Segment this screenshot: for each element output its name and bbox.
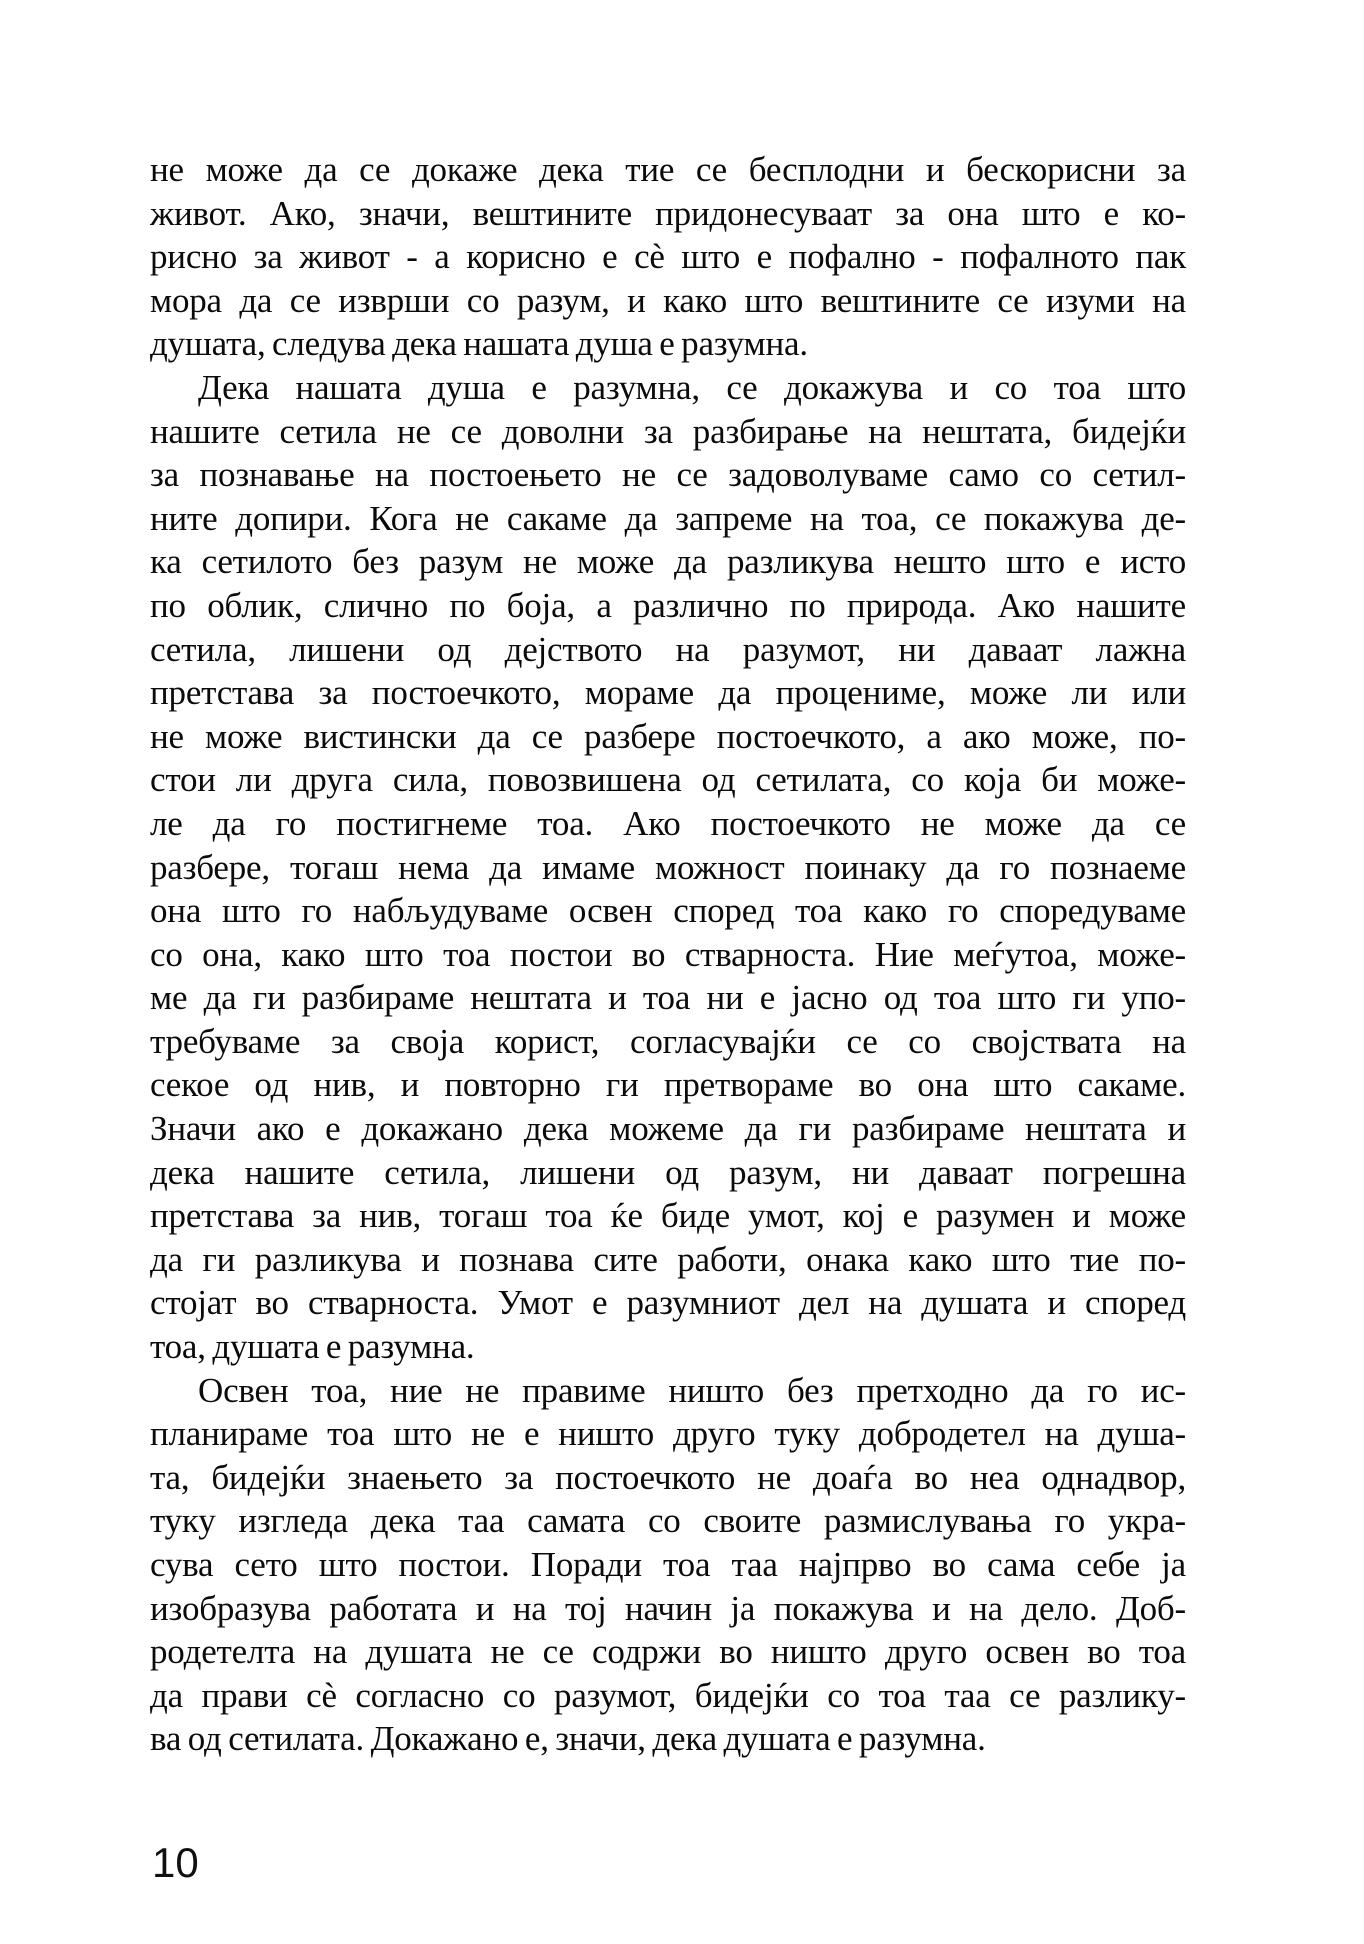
text-line: со она, како што тоа постои во стварноста. Ние меѓутоа, може- [150,934,1186,974]
text-line: ме да ги разбираме нештата и тоа ни е јасно од тоа што ги упо- [150,978,1186,1018]
text-line: та, бидејќи знаењето за постоечкото не доаѓа во неа однадвор, [150,1457,1186,1497]
text-line: сетила, лишени од дејството на разумот, ни даваат лажна [150,629,1186,669]
paragraph [150,366,1186,1369]
text-line: туку изгледа дека таа самата со своите размислувања го укра- [150,1501,1186,1541]
text-line: секое од нив, и повторно ги претвораме во она што сакаме. [150,1065,1186,1105]
text-line: сува сето што постои. Поради тоа таа најпрво во сама себе ја [150,1545,1186,1584]
text-line: Дека нашата душа е разумна, се докажува и со тоа што [198,367,1186,407]
text-line: ка сетилото без разум не може да разликува нешто што е исто [150,542,1186,582]
text-line: ле да го постигнеме тоа. Ако постоечкото не може да се [150,803,1186,843]
text-line: планираме тоа што не е ништо друго туку добродетел на душа- [150,1414,1186,1454]
text-line: претстава за нив, тогаш тоа ќе биде умот, кој е разумен и може [150,1196,1186,1236]
text-line: мора да се изврши со разум, и како што вештините се изуми на [150,280,1186,320]
body-text [150,148,1186,1761]
text-line: Освен тоа, ние не правиме ништо без претходно да го ис- [198,1370,1186,1410]
text-line: ва од сетилата. Докажано е, значи, дека душата е разумна. [150,1719,986,1759]
text-line: стои ли друга сила, повозвишена од сетилата, со која би може- [150,760,1186,800]
text-line: она што го набљудуваме освен според тоа како го споредуваме [150,891,1186,931]
paragraph [150,1369,1186,1761]
text-line: изобразува работата и на тој начин ја покажува и на дело. Доб- [150,1588,1186,1628]
text-line: претстава за постоечкото, мораме да процениме, може ли или [150,673,1186,713]
text-line: разбере, тогаш нема да имаме можност поинаку да го познаеме [150,847,1186,887]
text-line: живот. Ако, значи, вештините придонесуваат за она што е ко- [150,193,1186,233]
text-line: стојат во стварноста. Умот е разумниот дел на душата и според [150,1283,1186,1323]
text-line: родетелта на душата не се содржи во ништо друго освен во тоа [150,1632,1186,1672]
text-line: Значи ако е докажано дека можеме да ги разбираме нештата и [150,1109,1186,1149]
text-line: ните допири. Кога не сакаме да запреме на тоа, се покажува де- [150,498,1186,538]
text-line: требуваме за своја корист, согласувајќи се со својствата на [150,1021,1186,1061]
text-line: тоа, душата е разумна. [150,1327,475,1367]
text-line: да ги разликува и познава сите работи, онака како што тие по- [150,1239,1186,1279]
page-number: 10 [152,1839,199,1886]
text-line: не може вистински да се разбере постоечкото, а ако може, по- [150,716,1186,756]
text-line: нашите сетила не се доволни за разбирање на нештата, бидејќи [150,411,1186,451]
text-line: не може да се докаже дека тие се бесплодни и бескорисни за [150,150,1186,189]
text-line: дека нашите сетила, лишени од разум, ни даваат погрешна [150,1152,1186,1192]
text-line: рисно за живот - а корисно е сѐ што е пофално - пофалното пак [150,237,1186,277]
text-line: за познавање на постоењето не се задоволуваме само со сетил- [150,455,1186,495]
text-line: душата, следува дека нашата душа е разумна. [150,324,808,364]
paragraph [150,148,1186,366]
text-line: да прави сѐ согласно со разумот, бидејќи со тоа таа се разлику- [150,1675,1186,1715]
text-line: по облик, слично по боја, а различно по природа. Ако нашите [150,585,1186,625]
